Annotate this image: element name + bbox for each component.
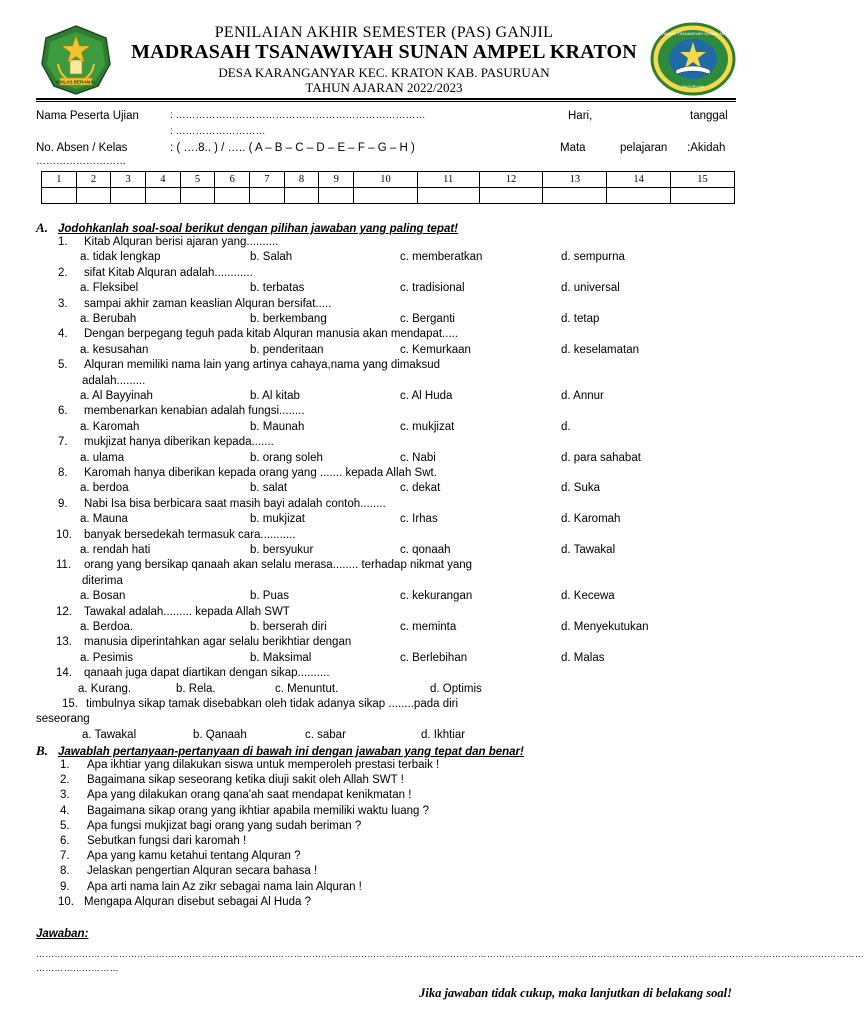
question-text-continued: diterima	[82, 574, 123, 587]
answer-option[interactable]: b. Salah	[250, 251, 293, 264]
name-value[interactable]: : …………………………………………………………………	[170, 110, 426, 121]
answer-option[interactable]: d. Kecewa	[561, 590, 615, 603]
answer-option[interactable]: c. memberatkan	[400, 251, 483, 264]
answer-option[interactable]: a. kesusahan	[80, 343, 149, 356]
subject-value: :Akidah	[687, 142, 726, 154]
question-text: Karomah hanya diberikan kepada orang yang ....... kepada Allah Swt.	[84, 467, 437, 479]
answer-cell[interactable]	[180, 188, 215, 204]
question-number: 4.	[58, 328, 68, 341]
answer-option[interactable]: b. Qanaah	[193, 728, 247, 741]
question-number: 2.	[58, 266, 68, 279]
answer-cell[interactable]	[215, 188, 250, 204]
question-text: Tawakal adalah......... kepada Allah SWT	[84, 605, 290, 618]
day-label: Hari,	[568, 110, 593, 122]
question-text: Sebutkan fungsi dari karomah !	[87, 835, 247, 847]
answer-option[interactable]: d. Optimis	[430, 682, 482, 695]
answer-option[interactable]: c. Berlebihan	[400, 651, 468, 664]
question-text: Apa fungsi mukjizat bagi orang yang sudah beriman ?	[87, 819, 362, 832]
grid-number: 7	[250, 172, 285, 188]
answer-option[interactable]: a. berdoa	[80, 482, 129, 495]
question-number: 8.	[60, 865, 70, 878]
svg-text:PASURUAN: PASURUAN	[682, 84, 704, 89]
answer-option[interactable]: b. Maunah	[250, 420, 305, 433]
name-label: Nama Peserta Ujian	[36, 110, 139, 122]
header-rule-thin	[36, 101, 736, 102]
answer-option[interactable]: d. keselamatan	[561, 343, 639, 356]
answer-option[interactable]: b. mukjizat	[250, 513, 305, 526]
answer-option[interactable]: d. Ikhtiar	[421, 728, 466, 741]
question-text: membenarkan kenabian adalah fungsi........	[84, 405, 305, 418]
svg-text:IKHLAS BERAMAL: IKHLAS BERAMAL	[55, 79, 97, 85]
question-text-continued: seseorang	[36, 713, 90, 726]
question-number: 6.	[60, 835, 70, 847]
answer-option[interactable]: c. Kemurkaan	[400, 343, 471, 356]
grid-number: 6	[215, 172, 250, 188]
question-number: 14.	[56, 667, 72, 680]
question-text: Alquran memiliki nama lain yang artinya cahaya,nama yang dimaksud	[84, 359, 441, 372]
answer-option[interactable]: b. bersyukur	[250, 544, 314, 556]
question-number: 7.	[60, 850, 70, 863]
header-line-exam: PENILAIAN AKHIR SEMESTER (PAS) GANJIL	[214, 24, 554, 41]
question-text: Jelaskan pengertian Alquran secara bahasa !	[87, 865, 318, 878]
answer-option[interactable]: c. mukjizat	[400, 420, 455, 433]
question-text: Apa arti nama lain Az zikr sebagai nama lain Alquran !	[87, 880, 362, 893]
answer-grid-input-row[interactable]	[42, 188, 735, 204]
answer-cell[interactable]	[284, 188, 319, 204]
grid-number: 11	[417, 172, 479, 188]
answer-cell[interactable]	[417, 188, 479, 204]
answer-grid	[41, 171, 735, 204]
section-b-instruction: Jawablah pertanyaan-pertanyaan di bawah ini dengan jawaban yang tepat dan benar!	[58, 746, 524, 758]
question-text: banyak bersedekah termasuk cara...........	[84, 528, 296, 541]
section-a-title	[36, 220, 458, 236]
answer-option[interactable]: a. Karomah	[80, 420, 140, 433]
question-text: timbulnya sikap tamak disebabkan oleh tidak adanya sikap ........pada diri	[86, 698, 459, 710]
answer-option[interactable]: d. universal	[561, 282, 620, 295]
answer-option[interactable]: c. sabar	[305, 728, 346, 741]
question-number: 2.	[60, 774, 70, 787]
answer-option[interactable]: a. Pesimis	[80, 651, 134, 664]
answer-grid-header-row	[42, 172, 735, 188]
question-number: 3.	[58, 297, 68, 310]
question-text: Dengan berpegang teguh pada kitab Alquran manusia akan mendapat.....	[84, 328, 459, 341]
question-text: sifat Kitab Alquran adalah............	[84, 266, 253, 279]
question-number: 3.	[60, 789, 70, 802]
question-number: 15.	[62, 698, 78, 710]
question-text: Nabi Isa bisa berbicara saat masih bayi adalah contoh........	[84, 497, 386, 510]
question-number: 11.	[56, 559, 72, 572]
answer-cell[interactable]	[42, 188, 77, 204]
answer-cell[interactable]	[111, 188, 146, 204]
answer-option[interactable]: d. para sahabat	[561, 451, 641, 464]
question-number: 13.	[56, 636, 72, 649]
header-rule-thick	[36, 98, 736, 100]
answer-cell[interactable]	[319, 188, 354, 204]
answer-option[interactable]: d. Annur	[561, 390, 604, 402]
answer-option[interactable]: d. Karomah	[561, 513, 621, 526]
grid-number: 2	[76, 172, 111, 188]
grid-number: 15	[671, 172, 735, 188]
answer-option[interactable]: a. Berubah	[80, 313, 137, 325]
answer-option[interactable]: d. Tawakal	[561, 544, 616, 556]
answer-option[interactable]: d. tetap	[561, 313, 600, 325]
answer-line-1[interactable]: ………………………………………………………………………………………………………………………………………………………………………………………………………………………………………………	[36, 949, 864, 959]
question-number: 1.	[58, 236, 68, 248]
question-number: 7.	[58, 436, 68, 449]
answer-option[interactable]: a. tidak lengkap	[80, 251, 161, 264]
absen-value[interactable]: : ( ….8.. ) / ….. ( A – B – C – D – E – F – G – H )	[170, 142, 415, 154]
grid-number: 3	[111, 172, 146, 188]
question-number: 5.	[58, 359, 68, 372]
section-b-letter: B.	[36, 743, 48, 758]
grid-number: 9	[319, 172, 354, 188]
answer-option[interactable]: d. Malas	[561, 651, 605, 664]
question-number: 10.	[56, 528, 72, 541]
answer-option[interactable]: c. Nabi	[400, 451, 436, 464]
question-number: 4.	[60, 804, 70, 817]
section-b-title	[36, 743, 524, 759]
grid-number: 14	[607, 172, 671, 188]
answer-cell[interactable]	[671, 188, 735, 204]
question-text: Apa yang dilakukan orang qana'ah saat mendapat kenikmatan !	[87, 789, 412, 802]
answer-option[interactable]: d. Suka	[561, 482, 600, 495]
answer-option[interactable]: c. kekurangan	[400, 590, 473, 603]
answer-option[interactable]: a. Bosan	[80, 590, 126, 603]
answer-option[interactable]: c. Al Huda	[400, 390, 453, 402]
answer-option[interactable]: d. Menyekutukan	[561, 621, 649, 633]
answer-option[interactable]: c. Menuntut.	[275, 682, 339, 695]
answer-option[interactable]: a. ulama	[80, 451, 125, 464]
question-text: orang yang bersikap qanaah akan selalu merasa........ terhadap nikmat yang	[84, 559, 473, 572]
grid-number: 13	[543, 172, 607, 188]
answer-cell[interactable]	[479, 188, 543, 204]
identity-trailing-dots: ………………………	[36, 156, 126, 167]
answer-option[interactable]: a. Berdoa.	[80, 621, 134, 633]
question-text: Kitab Alquran berisi ajaran yang..........	[84, 236, 279, 248]
question-text: mukjizat hanya diberikan kepada.......	[84, 436, 274, 449]
grid-number: 8	[284, 172, 319, 188]
document-header	[0, 0, 768, 100]
answer-option[interactable]: a. Kurang.	[78, 682, 132, 695]
name-value-line2[interactable]: : ………………………	[170, 126, 266, 137]
question-text: manusia diperintahkan agar selalu berikhtiar dengan	[84, 636, 352, 649]
subject-label-1: Mata	[560, 142, 586, 154]
question-number: 1.	[60, 759, 70, 771]
question-text: qanaah juga dapat diartikan dengan sikap..........	[84, 667, 330, 680]
footer-note: Jika jawaban tidak cukup, maka lanjutkan di belakang soal!	[419, 986, 732, 1000]
section-a-letter: A.	[36, 220, 48, 235]
answer-option[interactable]: b. Puas	[250, 590, 289, 603]
answer-cell[interactable]	[543, 188, 607, 204]
answer-option[interactable]: b. berkembang	[250, 313, 327, 325]
answer-option[interactable]: b. penderitaan	[250, 343, 324, 356]
answer-option[interactable]: b. Rela.	[176, 682, 216, 695]
question-number: 6.	[58, 405, 68, 418]
grid-number: 5	[180, 172, 215, 188]
answer-cell[interactable]	[250, 188, 285, 204]
answer-option[interactable]: d.	[561, 420, 571, 433]
question-text-continued: adalah.........	[82, 374, 146, 387]
question-text: Apa yang kamu ketahui tentang Alquran ?	[87, 850, 301, 863]
answer-option[interactable]: c. meminta	[400, 621, 457, 633]
answer-option[interactable]: b. berserah diri	[250, 621, 327, 633]
answer-option[interactable]: a. Mauna	[80, 513, 128, 526]
school-seal-logo	[650, 22, 736, 96]
question-number: 5.	[60, 819, 70, 832]
answer-cell[interactable]	[76, 188, 111, 204]
answer-option[interactable]: b. Maksimal	[250, 651, 312, 664]
question-text: Apa ikhtiar yang dilakukan siswa untuk memperoleh prestasi terbaik !	[87, 759, 440, 771]
header-line-address: DESA KARANGANYAR KEC. KRATON KAB. PASURUAN	[218, 65, 550, 80]
question-number: 8.	[58, 467, 68, 479]
answer-option[interactable]: a. Al Bayyinah	[80, 390, 153, 402]
answer-line-2[interactable]: ………………………	[36, 963, 119, 973]
answer-option[interactable]: c. tradisional	[400, 282, 465, 295]
header-line-year: TAHUN AJARAN 2022/2023	[305, 80, 463, 95]
question-number: 12.	[56, 605, 72, 618]
answer-cell[interactable]	[146, 188, 181, 204]
question-text: Mengapa Alquran disebut sebagai Al Huda ?	[84, 895, 311, 908]
question-text: Bagaimana sikap seseorang ketika diuji sakit oleh Allah SWT !	[87, 774, 404, 787]
answer-option[interactable]: c. Irhas	[400, 513, 438, 526]
answer-option[interactable]: a. rendah hati	[80, 544, 151, 556]
svg-text:MADRASAH TSANAWIYAH SUNAN AMPE: MADRASAH TSANAWIYAH SUNAN AMPEL	[653, 31, 733, 36]
answer-option[interactable]: a. Tawakal	[82, 728, 137, 741]
question-number: 9.	[58, 497, 68, 510]
section-a-instruction: Jodohkanlah soal-soal berikut dengan pilihan jawaban yang paling tepat!	[58, 223, 459, 235]
answer-option[interactable]: c. qonaah	[400, 544, 451, 556]
question-text: Bagaimana sikap orang yang ikhtiar apabila memiliki waktu luang ?	[87, 804, 429, 817]
answer-option[interactable]: b. orang soleh	[250, 451, 323, 464]
absen-label: No. Absen / Kelas	[36, 142, 128, 154]
grid-number: 10	[354, 172, 418, 188]
answer-option[interactable]: c. Berganti	[400, 313, 455, 325]
answers-label: Jawaban:	[36, 928, 89, 940]
question-text: sampai akhir zaman keaslian Alquran bersifat.....	[84, 297, 332, 310]
header-line-school: MADRASAH TSANAWIYAH SUNAN AMPEL KRATON	[131, 41, 637, 63]
answer-option[interactable]: d. sempurna	[561, 251, 625, 264]
grid-number: 4	[146, 172, 181, 188]
subject-label-2: pelajaran	[620, 142, 668, 154]
question-number: 10.	[58, 895, 74, 908]
answer-cell[interactable]	[607, 188, 671, 204]
answer-option[interactable]: b. Al kitab	[250, 390, 300, 402]
answer-option[interactable]: b. salat	[250, 482, 288, 495]
question-number: 9.	[60, 880, 70, 893]
grid-number: 12	[479, 172, 543, 188]
grid-number: 1	[42, 172, 77, 188]
answer-cell[interactable]	[354, 188, 418, 204]
date-label: tanggal	[690, 110, 728, 122]
answer-option[interactable]: c. dekat	[400, 482, 441, 495]
answer-option[interactable]: b. terbatas	[250, 282, 305, 295]
answer-option[interactable]: a. Fleksibel	[80, 282, 139, 295]
